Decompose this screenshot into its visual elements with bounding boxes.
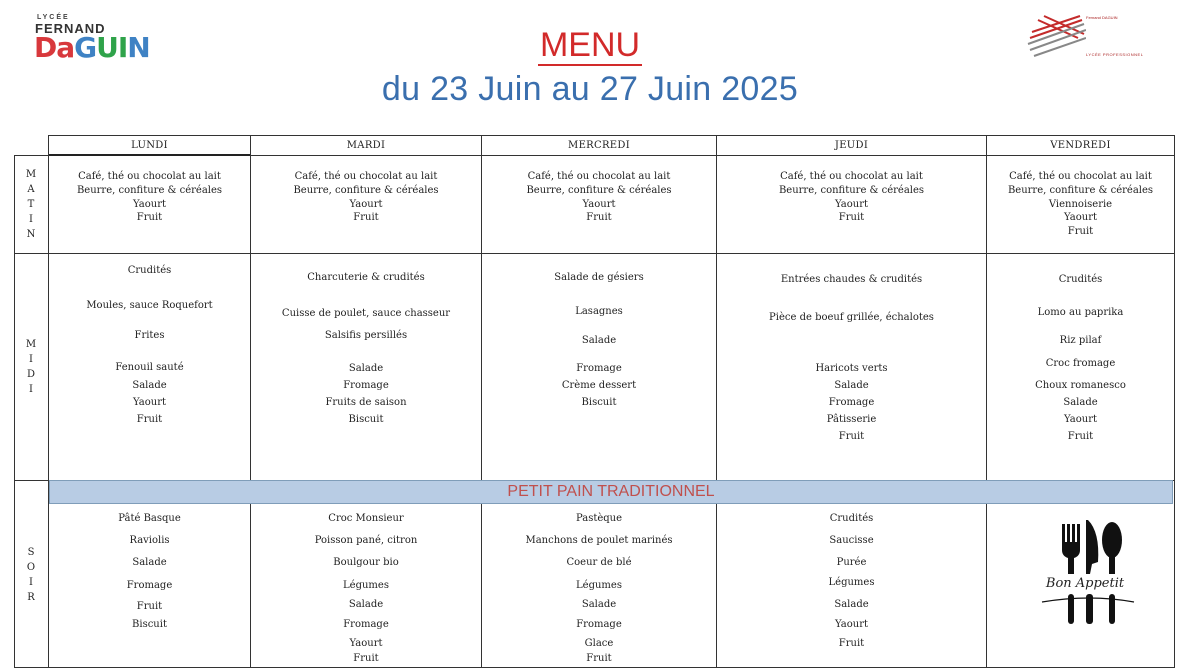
matin-vendredi-cell <box>987 156 1174 253</box>
menu-item: Beurre, confiture & céréales <box>293 185 439 196</box>
menu-item: Salade <box>132 557 167 568</box>
menu-item: Légumes <box>343 580 389 591</box>
menu-item: Café, thé ou chocolat au lait <box>78 171 221 182</box>
menu-item: Fruit <box>136 601 163 612</box>
day-header-mardi: MARDI <box>346 140 386 151</box>
logo-right-subtitle: LYCÉE PROFESSIONNEL <box>1086 52 1144 57</box>
menu-item: Fruit <box>838 638 865 649</box>
matin-jeudi-cell <box>717 156 986 253</box>
menu-item: Raviolis <box>129 535 170 546</box>
menu-item: Salade <box>581 599 617 610</box>
menu-item: Fenouil sauté <box>115 362 184 373</box>
menu-item: Pâtisserie <box>826 414 877 425</box>
logo-letter: N <box>127 31 150 64</box>
menu-item: Fruits de saison <box>325 397 407 408</box>
section-letter: D <box>26 369 36 380</box>
menu-item: Croc fromage <box>1045 358 1116 369</box>
midi-vendredi-cell <box>987 254 1174 480</box>
section-letter: I <box>29 384 33 395</box>
menu-item: Yaourt <box>834 619 869 630</box>
menu-item: Café, thé ou chocolat au lait <box>780 171 923 182</box>
menu-item: Fruit <box>353 212 379 223</box>
midi-mardi-cell <box>251 254 481 480</box>
day-header-lundi: LUNDI <box>131 140 168 151</box>
menu-item: Biscuit <box>581 397 617 408</box>
section-letter: T <box>27 199 35 210</box>
menu-item: Fromage <box>576 619 622 630</box>
table-border <box>14 667 1174 668</box>
midi-mercredi-cell <box>482 254 716 480</box>
menu-item: Fromage <box>828 397 875 408</box>
menu-item: Poisson pané, citron <box>314 535 418 546</box>
menu-item: Lasagnes <box>575 306 623 317</box>
menu-item: Biscuit <box>132 619 167 630</box>
table-border <box>1174 135 1175 668</box>
section-letter: I <box>29 354 33 365</box>
menu-item: Fruit <box>1067 226 1094 237</box>
section-letter: I <box>29 577 33 588</box>
logo-fernand-text: FERNAND <box>35 21 106 36</box>
menu-item: Charcuterie & crudités <box>307 272 425 283</box>
day-header-jeudi: JEUDI <box>834 140 869 151</box>
section-letter: O <box>26 562 36 573</box>
menu-item: Café, thé ou chocolat au lait <box>527 171 671 182</box>
menu-item: Yaourt <box>834 199 869 210</box>
menu-item: Beurre, confiture & céréales <box>778 185 925 196</box>
section-letter: S <box>27 547 35 558</box>
menu-item: Saucisse <box>829 535 874 546</box>
menu-item: Entrées chaudes & crudités <box>780 274 923 285</box>
menu-item: Pâté Basque <box>118 513 181 524</box>
menu-item: Beurre, confiture & céréales <box>526 185 672 196</box>
menu-item: Fruit <box>838 212 865 223</box>
menu-item: Yaourt <box>582 199 616 210</box>
day-header-vendredi: VENDREDI <box>1050 140 1111 151</box>
menu-title <box>0 26 1180 65</box>
section-letter: A <box>27 184 35 195</box>
menu-item: Riz pilaf <box>1059 335 1102 346</box>
menu-date-range: du 23 Juin au 27 Juin 2025 <box>381 70 799 108</box>
menu-item: Boulgour bio <box>333 557 399 568</box>
menu-item: Yaourt <box>132 199 167 210</box>
menu-item: Biscuit <box>348 414 384 425</box>
menu-item: Manchons de poulet marinés <box>525 535 673 546</box>
menu-item: Café, thé ou chocolat au lait <box>294 171 438 182</box>
petit-pain-banner: PETIT PAIN TRADITIONNEL <box>49 480 1173 504</box>
menu-item: Salade <box>132 380 167 391</box>
logo-letter: UI <box>96 31 128 64</box>
menu-item: Crudités <box>829 513 874 524</box>
menu-item: Pastèque <box>575 513 623 524</box>
menu-item: Crudités <box>1058 274 1103 285</box>
section-label-midi <box>14 337 48 397</box>
section-letter: I <box>29 214 33 225</box>
menu-item: Salade <box>834 380 869 391</box>
menu-item: Fruit <box>1067 431 1094 442</box>
menu-item: Crème dessert <box>561 380 637 391</box>
menu-item: Yaourt <box>349 638 383 649</box>
cutlery-icon <box>1030 518 1150 630</box>
menu-item: Beurre, confiture & céréales <box>1007 185 1154 196</box>
logo-lycee-text: LYCÉE <box>37 14 70 21</box>
section-letter: M <box>25 169 37 180</box>
menu-item: Salade <box>581 335 617 346</box>
menu-item: Fruit <box>136 212 163 223</box>
menu-item: Lomo au paprika <box>1037 307 1124 318</box>
soir-lundi-cell <box>49 505 250 667</box>
menu-item: Yaourt <box>349 199 383 210</box>
menu-item: Fruit <box>136 414 163 425</box>
lycee-professionnel-logo <box>1026 10 1144 62</box>
section-label-matin <box>14 167 48 242</box>
bon-appetit-text: Bon Appetit <box>1045 576 1125 591</box>
menu-item: Salade de gésiers <box>554 272 644 283</box>
menu-item: Salade <box>348 363 384 374</box>
menu-item: Fromage <box>576 363 622 374</box>
menu-item: Choux romanesco <box>1035 380 1126 391</box>
knife-icon <box>1086 520 1098 624</box>
section-letter: N <box>26 229 36 240</box>
matin-lundi-cell <box>49 156 250 253</box>
menu-title-text: MENU <box>539 26 641 64</box>
fork-icon <box>1062 524 1080 624</box>
menu-item: Salade <box>1063 397 1098 408</box>
menu-item: Purée <box>836 557 867 568</box>
menu-item: Yaourt <box>132 397 167 408</box>
menu-item: Yaourt <box>1063 414 1098 425</box>
menu-item: Fruit <box>353 653 379 664</box>
menu-item: Salade <box>348 599 384 610</box>
spoon-icon <box>1102 522 1122 624</box>
table-border <box>48 135 1174 136</box>
menu-item: Salsifis persillés <box>324 330 408 341</box>
menu-item: Haricots verts <box>815 363 888 374</box>
menu-item: Fruit <box>838 431 865 442</box>
midi-jeudi-cell <box>717 254 986 480</box>
section-letter: R <box>27 592 35 603</box>
menu-item: Coeur de blé <box>566 557 632 568</box>
menu-item: Crudités <box>127 265 172 276</box>
matin-mardi-cell <box>251 156 481 253</box>
menu-item: Moules, sauce Roquefort <box>86 300 213 311</box>
logo-right-name: Fernand DAGUIN <box>1086 15 1118 20</box>
menu-item: Légumes <box>576 580 622 591</box>
menu-item: Beurre, confiture & céréales <box>76 185 223 196</box>
menu-item: Pièce de boeuf grillée, échalotes <box>769 312 934 323</box>
menu-item: Fromage <box>126 580 173 591</box>
menu-item: Frites <box>134 330 165 341</box>
soir-jeudi-cell <box>717 505 986 667</box>
menu-item: Fruit <box>586 653 612 664</box>
bon-appetit-illustration <box>1030 518 1150 630</box>
midi-lundi-cell <box>49 254 250 480</box>
menu-item: Yaourt <box>1063 212 1098 223</box>
soir-mardi-cell <box>251 505 481 667</box>
logo-letter: D <box>34 31 57 64</box>
menu-item: Cuisse de poulet, sauce chasseur <box>281 308 451 319</box>
menu-item: Légumes <box>828 577 875 588</box>
matin-mercredi-cell <box>482 156 716 253</box>
soir-mercredi-cell <box>482 505 716 667</box>
section-letter: M <box>25 339 37 350</box>
menu-item: Croc Monsieur <box>328 513 404 524</box>
menu-item: Fruit <box>586 212 612 223</box>
menu-item: Fromage <box>343 619 389 630</box>
stripes-logo-icon <box>1026 10 1086 58</box>
menu-item: Salade <box>834 599 869 610</box>
section-label-soir <box>14 545 48 605</box>
day-header-mercredi: MERCREDI <box>568 140 630 151</box>
menu-item: Café, thé ou chocolat au lait <box>1009 171 1152 182</box>
menu-item: Viennoiserie <box>1048 199 1113 210</box>
logo-letter: G <box>74 31 97 64</box>
logo-letter: a <box>56 31 75 64</box>
menu-item: Fromage <box>343 380 389 391</box>
menu-item: Glace <box>584 638 614 649</box>
